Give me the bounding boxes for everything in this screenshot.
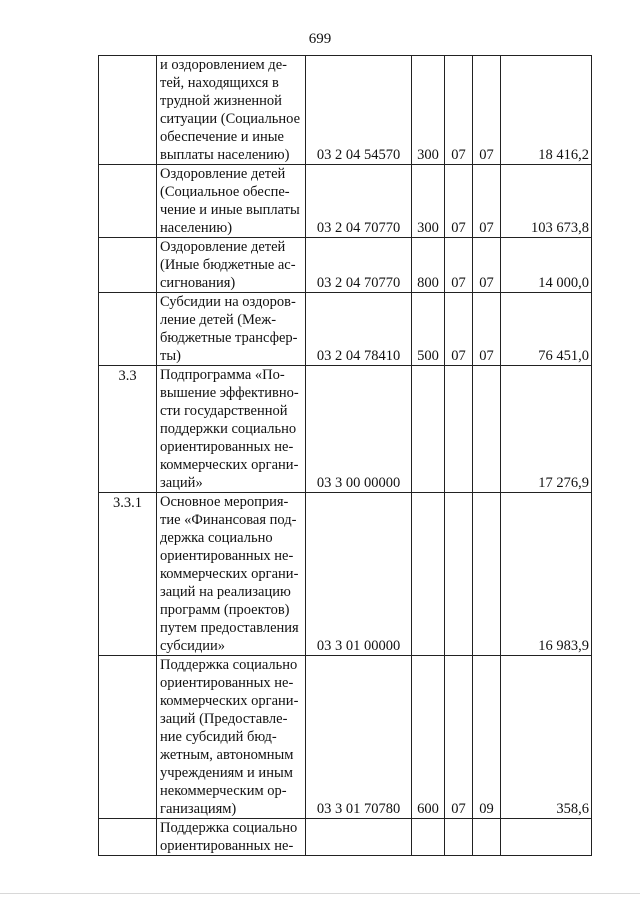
- row-number: [99, 238, 157, 293]
- row-name: Оздоровление детей (Иные бюджетные ас- сигнования): [157, 238, 306, 293]
- row-expense-type: 300: [412, 165, 445, 238]
- row-expense-type: [412, 493, 445, 656]
- row-expense-type: [412, 366, 445, 493]
- row-number: [99, 165, 157, 238]
- row-amount: 16 983,9: [501, 493, 592, 656]
- row-target-code: 03 3 01 00000: [306, 493, 412, 656]
- table-row: [99, 293, 592, 366]
- row-number: [99, 656, 157, 819]
- row-section: 07: [445, 56, 473, 165]
- page-number: 699: [308, 31, 332, 47]
- row-section: [445, 819, 473, 856]
- row-name: Подпрограмма «По- вышение эффективно- сти государственной поддержки социально ориентированных не- коммерческих органи- заций»: [157, 366, 306, 493]
- row-expense-type: 800: [412, 238, 445, 293]
- row-expense-type: 500: [412, 293, 445, 366]
- row-section: [445, 366, 473, 493]
- row-name: Оздоровление детей (Социальное обеспе- чение и иные выплаты населению): [157, 165, 306, 238]
- row-section: 07: [445, 293, 473, 366]
- row-amount: [501, 819, 592, 856]
- row-subsection: [473, 493, 501, 656]
- row-subsection: 07: [473, 165, 501, 238]
- row-subsection: [473, 819, 501, 856]
- row-amount: 14 000,0: [501, 238, 592, 293]
- row-number: 3.3: [99, 366, 157, 493]
- row-subsection: 07: [473, 293, 501, 366]
- budget-table: [98, 55, 592, 856]
- table-row: [99, 493, 592, 656]
- row-expense-type: [412, 819, 445, 856]
- row-number: [99, 56, 157, 165]
- row-target-code: 03 2 04 78410: [306, 293, 412, 366]
- row-amount: 18 416,2: [501, 56, 592, 165]
- row-amount: 17 276,9: [501, 366, 592, 493]
- row-amount: 76 451,0: [501, 293, 592, 366]
- row-expense-type: 600: [412, 656, 445, 819]
- row-subsection: 07: [473, 238, 501, 293]
- row-subsection: [473, 366, 501, 493]
- row-target-code: [306, 819, 412, 856]
- row-number: 3.3.1: [99, 493, 157, 656]
- row-subsection: 07: [473, 56, 501, 165]
- row-name: Основное мероприя- тие «Финансовая под- держка социально ориентированных не- коммерческих органи- заций на реализацию программ (проектов) путем предоставления субсидии»: [157, 493, 306, 656]
- table-row: [99, 165, 592, 238]
- row-amount: 358,6: [501, 656, 592, 819]
- table-row: [99, 656, 592, 819]
- row-number: [99, 293, 157, 366]
- scan-edge-divider: [0, 893, 640, 894]
- row-subsection: 09: [473, 656, 501, 819]
- row-section: 07: [445, 238, 473, 293]
- row-amount: 103 673,8: [501, 165, 592, 238]
- row-name: и оздоровлением де- тей, находящихся в трудной жизненной ситуации (Социальное обеспечение и иные выплаты населению): [157, 56, 306, 165]
- row-target-code: 03 2 04 54570: [306, 56, 412, 165]
- row-target-code: 03 2 04 70770: [306, 165, 412, 238]
- row-number: [99, 819, 157, 856]
- row-section: [445, 493, 473, 656]
- row-section: 07: [445, 165, 473, 238]
- table-row: [99, 238, 592, 293]
- table-row: [99, 819, 592, 856]
- table-row: [99, 366, 592, 493]
- row-name: Поддержка социально ориентированных не-: [157, 819, 306, 856]
- row-target-code: 03 3 00 00000: [306, 366, 412, 493]
- row-name: Субсидии на оздоров- ление детей (Меж- бюджетные трансфер- ты): [157, 293, 306, 366]
- row-section: 07: [445, 656, 473, 819]
- row-target-code: 03 2 04 70770: [306, 238, 412, 293]
- row-expense-type: 300: [412, 56, 445, 165]
- row-target-code: 03 3 01 70780: [306, 656, 412, 819]
- table-row: [99, 56, 592, 165]
- row-name: Поддержка социально ориентированных не- коммерческих органи- заций (Предоставле- ние субсидий бюд- жетным, автономным учреждениям и иным некоммерческим ор- ганизациям): [157, 656, 306, 819]
